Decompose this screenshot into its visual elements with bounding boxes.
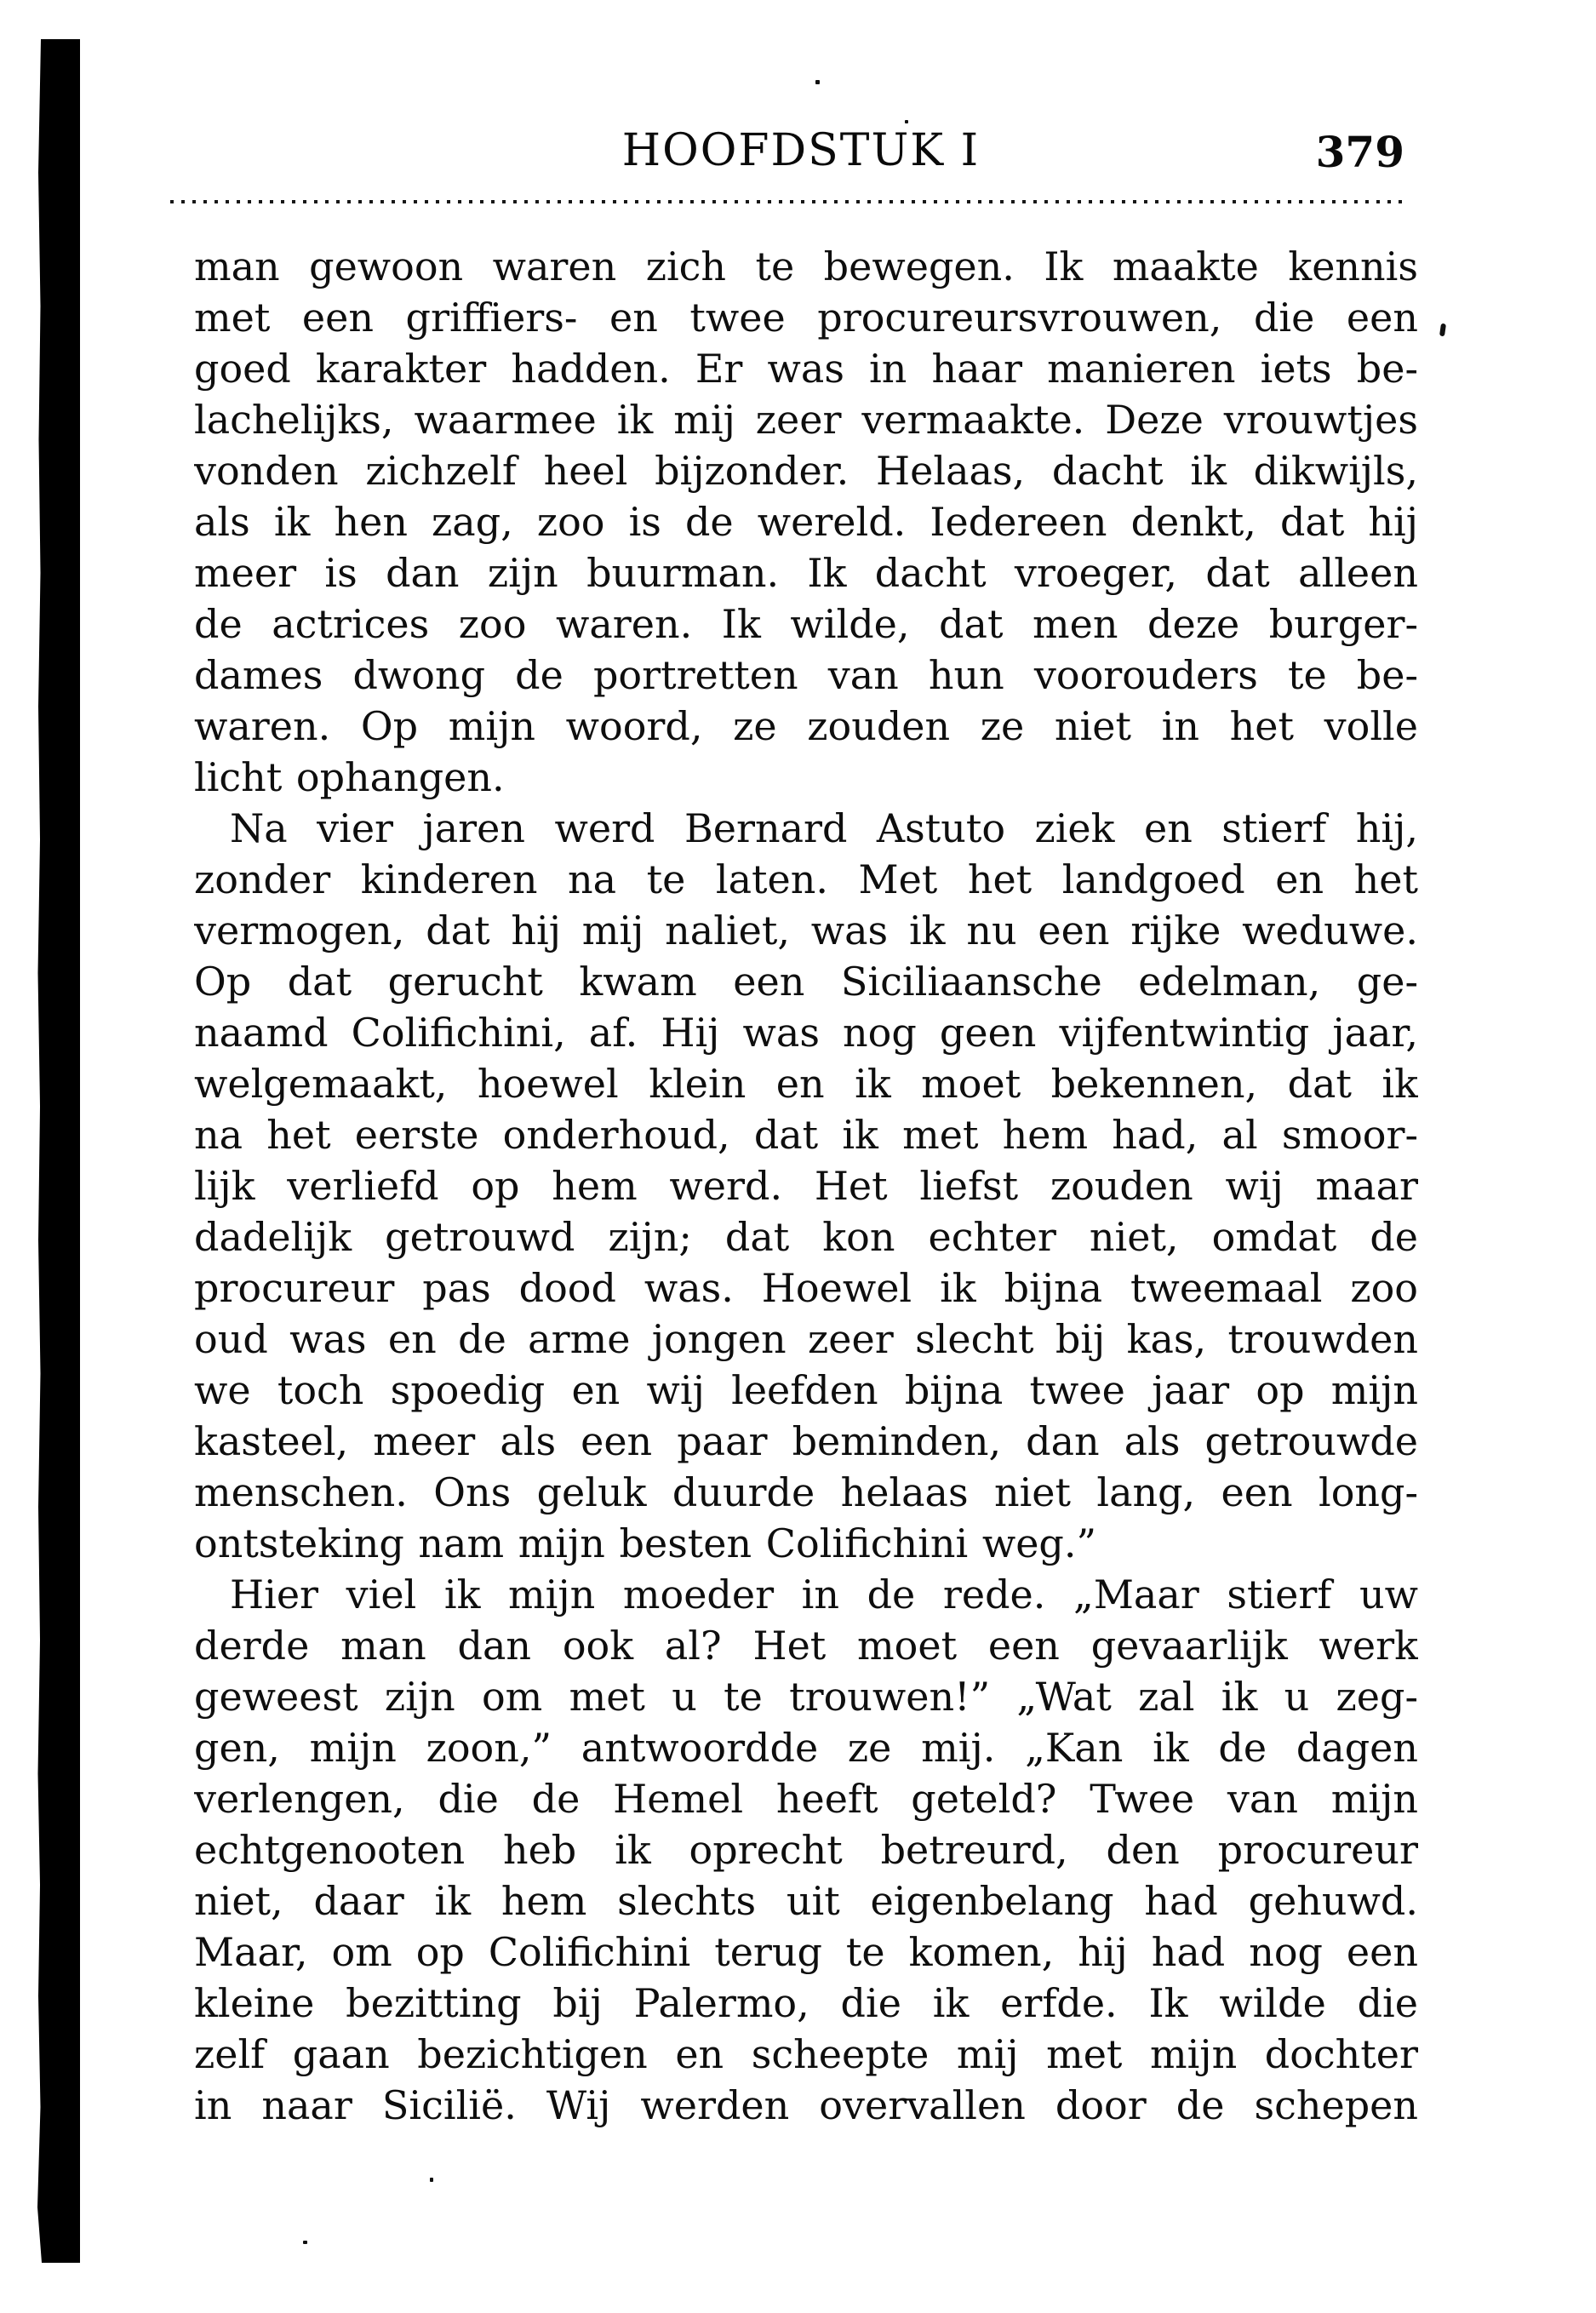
body-text-block	[194, 241, 1418, 2131]
text-line: vonden zichzelf heel bijzonder. Helaas, dacht ik dikwijls,	[194, 448, 1418, 494]
text-line: Na vier jaren werd Bernard Astuto ziek en stierf hij,	[230, 805, 1418, 851]
text-line: verlengen, die de Hemel heeft geteld? Twee van mijn	[194, 1776, 1418, 1822]
text-line: ontsteking nam mijn besten Colifichini weg.”	[194, 1520, 1097, 1566]
text-line: als ik hen zag, zoo is de wereld. Iedereen denkt, dat hij	[194, 499, 1418, 545]
binding-shadow-bar	[37, 39, 80, 2263]
scan-speck	[815, 80, 820, 84]
text-line: dadelijk getrouwd zijn; dat kon echter niet, omdat de	[194, 1214, 1418, 1260]
text-line: vermogen, dat hij mij naliet, was ik nu een rijke weduwe.	[194, 907, 1418, 953]
text-line: kleine bezitting bij Palermo, die ik erfde. Ik wilde die	[194, 1980, 1418, 2026]
text-line: in naar Sicilië. Wij werden overvallen door de schepen	[194, 2082, 1418, 2128]
text-line: zonder kinderen na te laten. Met het landgoed en het	[194, 856, 1418, 902]
text-line: menschen. Ons geluk duurde helaas niet lang, een long-	[194, 1469, 1418, 1515]
scan-speck	[905, 120, 908, 123]
text-line: niet, daar ik hem slechts uit eigenbelang had gehuwd.	[194, 1878, 1418, 1924]
scan-speck	[1439, 323, 1446, 337]
text-line: licht ophangen.	[194, 754, 505, 800]
text-line: meer is dan zijn buurman. Ik dacht vroeger, dat alleen	[194, 550, 1418, 596]
text-line: Hier viel ik mijn moeder in de rede. „Maar stierf uw	[230, 1572, 1418, 1617]
text-line: Maar, om op Colifichini terug te komen, hij had nog een	[194, 1929, 1418, 1975]
text-line: welgemaakt, hoewel klein en ik moet bekennen, dat ik	[194, 1061, 1418, 1107]
text-line: lijk verliefd op hem werd. Het liefst zouden wij maar	[194, 1163, 1418, 1209]
text-line: dames dwong de portretten van hun voorouders te be-	[194, 652, 1418, 698]
text-line: goed karakter hadden. Er was in haar manieren iets be-	[194, 346, 1418, 392]
text-line: lachelijks, waarmee ik mij zeer vermaakte. Deze vrouwtjes	[194, 397, 1418, 443]
text-line: kasteel, meer als een paar beminden, dan als getrouwde	[194, 1418, 1418, 1464]
page-number: 379	[1315, 127, 1404, 177]
text-line: zelf gaan bezichtigen en scheepte mij met mijn dochter	[194, 2031, 1418, 2077]
text-line: Op dat gerucht kwam een Siciliaansche edelman, ge-	[194, 959, 1418, 1005]
text-line: oud was en de arme jongen zeer slecht bij kas, trouwden	[194, 1316, 1418, 1362]
scan-speck	[430, 2178, 433, 2182]
text-line: we toch spoedig en wij leefden bijna twee jaar op mijn	[194, 1367, 1418, 1413]
text-line: man gewoon waren zich te bewegen. Ik maakte kennis	[194, 243, 1418, 289]
text-line: geweest zijn om met u te trouwen!” „Wat zal ik u zeg-	[194, 1674, 1418, 1720]
scan-speck	[303, 2241, 307, 2244]
text-line: procureur pas dood was. Hoewel ik bijna tweemaal zoo	[194, 1265, 1418, 1311]
text-line: de actrices zoo waren. Ik wilde, dat men deze burger-	[194, 601, 1418, 647]
text-line: derde man dan ook al? Het moet een gevaarlijk werk	[194, 1623, 1418, 1669]
text-line: met een griffiers- en twee procureursvrouwen, die een	[194, 295, 1418, 341]
header-dotted-rule	[170, 199, 1409, 203]
text-line: naamd Colifichini, af. Hij was nog geen vijfentwintig jaar,	[194, 1010, 1418, 1056]
text-line: na het eerste onderhoud, dat ik met hem had, al smoor-	[194, 1112, 1418, 1158]
text-line: echtgenooten heb ik oprecht betreurd, den procureur	[194, 1827, 1418, 1873]
text-line: waren. Op mijn woord, ze zouden ze niet in het volle	[194, 703, 1418, 749]
chapter-heading: HOOFDSTUK I	[621, 125, 981, 176]
text-line: gen, mijn zoon,” antwoordde ze mij. „Kan ik de dagen	[194, 1725, 1418, 1771]
